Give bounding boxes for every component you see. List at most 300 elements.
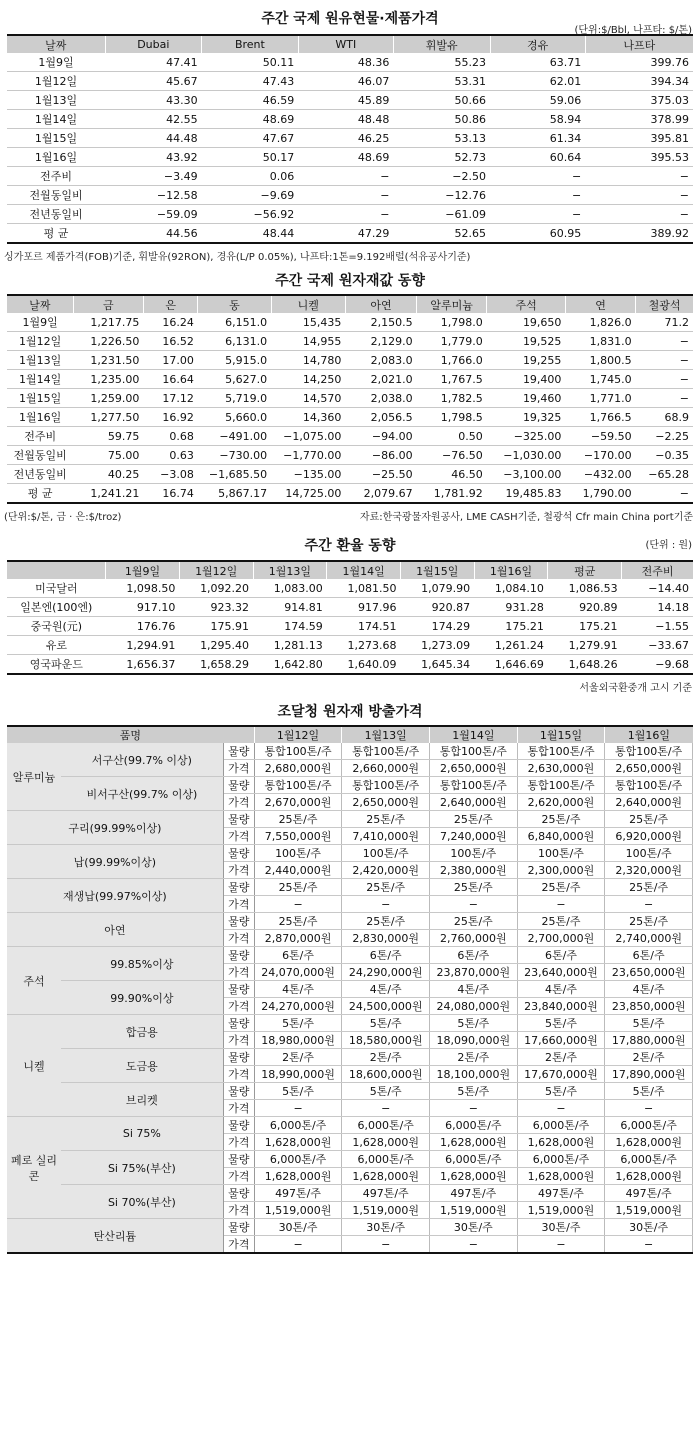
t4-header-cell: 1월12일 bbox=[254, 726, 342, 743]
t4-cell: 23,640,000원 bbox=[517, 964, 605, 981]
t2-cell: 5,719.0 bbox=[198, 389, 271, 408]
t3-row bbox=[7, 579, 693, 598]
t4-kind-label: 물량 bbox=[223, 981, 254, 998]
t1-cell: 0.06 bbox=[202, 167, 299, 186]
t2-cell: −135.00 bbox=[271, 465, 345, 484]
t2-cell: 75.00 bbox=[73, 446, 143, 465]
t1-header-cell: 휘발유 bbox=[393, 35, 490, 53]
t4-cell: − bbox=[342, 1236, 430, 1254]
t4-cell: 2톤/주 bbox=[605, 1049, 693, 1066]
t3-cell: 174.59 bbox=[253, 617, 327, 636]
t4-cell: 6,000톤/주 bbox=[254, 1117, 342, 1134]
t4-cell: 5톤/주 bbox=[342, 1083, 430, 1100]
t3-header-cell: 1월12일 bbox=[179, 561, 253, 579]
t3-header-cell: 1월16일 bbox=[474, 561, 548, 579]
t1-cell: − bbox=[490, 205, 585, 224]
t2-cell: 5,867.17 bbox=[198, 484, 271, 504]
t4-cell: 5톤/주 bbox=[605, 1083, 693, 1100]
t3-cell: 1,081.50 bbox=[327, 579, 401, 598]
t4-cell: 2,680,000원 bbox=[254, 760, 342, 777]
t4-cell: 18,100,000원 bbox=[430, 1066, 518, 1083]
t1-cell: 52.65 bbox=[393, 224, 490, 244]
t2-cell: 2,083.0 bbox=[345, 351, 416, 370]
t4-cell: 25톤/주 bbox=[430, 879, 518, 896]
t4-cell: 24,500,000원 bbox=[342, 998, 430, 1015]
t4-cell: − bbox=[517, 1100, 605, 1117]
t4-kind-label: 물량 bbox=[223, 1117, 254, 1134]
t3-cell: 1,648.26 bbox=[548, 655, 622, 675]
t4-cell: 25톤/주 bbox=[605, 811, 693, 828]
t4-kind-label: 물량 bbox=[223, 879, 254, 896]
t2-row bbox=[7, 370, 693, 389]
t3-cell: 931.28 bbox=[474, 598, 548, 617]
t4-item-label: Si 70%(부산) bbox=[61, 1185, 223, 1219]
t2-row bbox=[7, 351, 693, 370]
t2-cell: 14,780 bbox=[271, 351, 345, 370]
t4-cell: 497톤/주 bbox=[342, 1185, 430, 1202]
t2-cell: 19,400 bbox=[487, 370, 566, 389]
t4-cell: 6,000톤/주 bbox=[254, 1151, 342, 1168]
t3-cell: 1,092.20 bbox=[179, 579, 253, 598]
t1-row-label: 1월14일 bbox=[7, 110, 105, 129]
t3-cell: −1.55 bbox=[622, 617, 693, 636]
t3-row bbox=[7, 636, 693, 655]
t3-cell: 174.29 bbox=[400, 617, 474, 636]
t1-cell: 60.95 bbox=[490, 224, 585, 244]
t4-item-label: Si 75% bbox=[61, 1117, 223, 1151]
t1-cell: −56.92 bbox=[202, 205, 299, 224]
t4-cell: 1,628,000원 bbox=[254, 1168, 342, 1185]
t2-cell: 19,255 bbox=[487, 351, 566, 370]
t4-row bbox=[7, 913, 693, 930]
t4-cell: 2,640,000원 bbox=[430, 794, 518, 811]
t4-cell: 통합100톤/주 bbox=[254, 743, 342, 760]
t2-cell: 19,525 bbox=[487, 332, 566, 351]
t2-row bbox=[7, 465, 693, 484]
t3-header-cell: 평균 bbox=[548, 561, 622, 579]
t4-item-label: 도금용 bbox=[61, 1049, 223, 1083]
t2-cell: 14,725.00 bbox=[271, 484, 345, 504]
t3-cell: 1,281.13 bbox=[253, 636, 327, 655]
t1-header-cell: Brent bbox=[202, 35, 299, 53]
t1-cell: 395.81 bbox=[585, 129, 693, 148]
t4-group-label: 니켈 bbox=[7, 1015, 61, 1117]
t4-row bbox=[7, 743, 693, 760]
t4-kind-label: 가격 bbox=[223, 964, 254, 981]
t2-cell: 1,767.5 bbox=[417, 370, 487, 389]
t2-cell: 16.64 bbox=[143, 370, 197, 389]
t4-cell: 497톤/주 bbox=[605, 1185, 693, 1202]
t3-cell: 175.91 bbox=[179, 617, 253, 636]
t2-cell: 46.50 bbox=[417, 465, 487, 484]
t3-cell: 175.21 bbox=[548, 617, 622, 636]
t4-item-label: 비서구산(99.7% 이상) bbox=[61, 777, 223, 811]
t1-cell: 62.01 bbox=[490, 72, 585, 91]
t1-row bbox=[7, 205, 693, 224]
t2-cell: 1,782.5 bbox=[417, 389, 487, 408]
t1-cell: 45.67 bbox=[105, 72, 202, 91]
t2-cell: 2,038.0 bbox=[345, 389, 416, 408]
t4-cell: 24,290,000원 bbox=[342, 964, 430, 981]
t4-cell: 100톤/주 bbox=[605, 845, 693, 862]
t4-cell: 2,420,000원 bbox=[342, 862, 430, 879]
t2-row-label: 1월12일 bbox=[7, 332, 73, 351]
t4-group-label: 주석 bbox=[7, 947, 61, 1015]
t2-cell: 19,460 bbox=[487, 389, 566, 408]
t2-cell: 1,277.50 bbox=[73, 408, 143, 427]
t4-kind-label: 가격 bbox=[223, 1134, 254, 1151]
t4-cell: 25톤/주 bbox=[254, 913, 342, 930]
t4-cell: 1,628,000원 bbox=[430, 1134, 518, 1151]
t1-cell: 395.53 bbox=[585, 148, 693, 167]
t2-header-cell: 아연 bbox=[345, 295, 416, 313]
t4-cell: − bbox=[517, 1236, 605, 1254]
t4-item-label: 구리(99.99%이상) bbox=[7, 811, 223, 845]
t2-cell: 17.12 bbox=[143, 389, 197, 408]
t4-cell: 7,550,000원 bbox=[254, 828, 342, 845]
t4-cell: − bbox=[254, 896, 342, 913]
t1-cell: 48.44 bbox=[202, 224, 299, 244]
t1-row-label: 전월동일비 bbox=[7, 186, 105, 205]
t2-header-cell: 주석 bbox=[487, 295, 566, 313]
t2-cell: − bbox=[636, 370, 693, 389]
t1-cell: 46.25 bbox=[298, 129, 393, 148]
t4-cell: 통합100톤/주 bbox=[342, 777, 430, 794]
t2-cell: 14,250 bbox=[271, 370, 345, 389]
t4-cell: 4톤/주 bbox=[342, 981, 430, 998]
t1-cell: 53.13 bbox=[393, 129, 490, 148]
t4-item-label: 납(99.99%이상) bbox=[7, 845, 223, 879]
t3-cell: 1,645.34 bbox=[400, 655, 474, 675]
t4-header-cell: 1월16일 bbox=[627, 729, 671, 742]
t4-kind-label: 가격 bbox=[223, 1066, 254, 1083]
t4-cell: 25톤/주 bbox=[605, 913, 693, 930]
t2-title-row bbox=[0, 268, 700, 294]
t1-row bbox=[7, 148, 693, 167]
t4-cell: 25톤/주 bbox=[517, 913, 605, 930]
t1-cell: 394.34 bbox=[585, 72, 693, 91]
t1-cell: 48.36 bbox=[298, 53, 393, 72]
t2-cell: − bbox=[636, 389, 693, 408]
t4-cell: 497톤/주 bbox=[430, 1185, 518, 1202]
t2-cell: 1,231.50 bbox=[73, 351, 143, 370]
t4-cell: 4톤/주 bbox=[517, 981, 605, 998]
t2-cell: −1,685.50 bbox=[198, 465, 271, 484]
t4-cell: − bbox=[517, 896, 605, 913]
t1-cell: 44.56 bbox=[105, 224, 202, 244]
t4-group-label: 페로 실리콘 bbox=[7, 1117, 61, 1219]
t1-cell: − bbox=[490, 167, 585, 186]
t3-cell: 14.18 bbox=[622, 598, 693, 617]
t2-cell: 19,485.83 bbox=[487, 484, 566, 504]
t4-cell: 2,620,000원 bbox=[517, 794, 605, 811]
t4-kind-label: 물량 bbox=[223, 845, 254, 862]
t4-kind-label: 가격 bbox=[223, 1168, 254, 1185]
t4-cell: − bbox=[605, 1236, 693, 1254]
t2-cell: 1,259.00 bbox=[73, 389, 143, 408]
t4-item-label: 서구산(99.7% 이상) bbox=[61, 743, 223, 777]
t3-title: 주간 환율 동향 bbox=[304, 538, 396, 554]
t4-cell: − bbox=[605, 1100, 693, 1117]
t4-kind-label: 물량 bbox=[223, 947, 254, 964]
t4-cell: 1,519,000원 bbox=[254, 1202, 342, 1219]
t4-cell: − bbox=[430, 1100, 518, 1117]
t3-cell: 1,079.90 bbox=[400, 579, 474, 598]
t4-item-label: 탄산리튬 bbox=[7, 1219, 223, 1254]
t4-header-cell: 1월14일 bbox=[430, 726, 518, 743]
t1-row bbox=[7, 72, 693, 91]
t1-row bbox=[7, 110, 693, 129]
t2-cell: −325.00 bbox=[487, 427, 566, 446]
t1-header-cell: 날짜 bbox=[7, 35, 105, 53]
t4-row bbox=[7, 879, 693, 896]
t4-cell: 5톤/주 bbox=[254, 1083, 342, 1100]
t2-cell: 1,826.0 bbox=[565, 313, 635, 332]
t2-cell: 0.68 bbox=[143, 427, 197, 446]
t3-row bbox=[7, 598, 693, 617]
t1-cell: 43.30 bbox=[105, 91, 202, 110]
t4-cell: 2,670,000원 bbox=[254, 794, 342, 811]
t4-cell: 5톤/주 bbox=[517, 1015, 605, 1032]
t3-header-cell: 1월15일 bbox=[400, 561, 474, 579]
t3-cell: 917.10 bbox=[106, 598, 180, 617]
t3-cell: 176.76 bbox=[106, 617, 180, 636]
t4-row bbox=[7, 981, 693, 998]
t2-cell: 1,771.0 bbox=[565, 389, 635, 408]
pps-release-price-table bbox=[7, 725, 693, 1254]
t3-row-label: 일본엔(100엔) bbox=[7, 598, 106, 617]
t4-cell: 통합100톤/주 bbox=[517, 743, 605, 760]
t2-cell: 1,235.00 bbox=[73, 370, 143, 389]
t2-note-left: (단위:$/톤, 금 · 은:$/troz) bbox=[4, 512, 122, 523]
t2-cell: 16.74 bbox=[143, 484, 197, 504]
t4-cell: − bbox=[342, 1100, 430, 1117]
t2-cell: 1,217.75 bbox=[73, 313, 143, 332]
t2-cell: −432.00 bbox=[565, 465, 635, 484]
t4-cell: 2,740,000원 bbox=[605, 930, 693, 947]
t4-cell: 5톤/주 bbox=[517, 1083, 605, 1100]
t4-cell: 6,000톤/주 bbox=[517, 1117, 605, 1134]
t2-header-cell: 은 bbox=[143, 295, 197, 313]
t4-item-label: 브리켓 bbox=[61, 1083, 223, 1117]
t4-cell: 2,760,000원 bbox=[430, 930, 518, 947]
t3-note: 서울외국환중개 고시 기준 bbox=[579, 683, 692, 694]
t1-cell: −61.09 bbox=[393, 205, 490, 224]
t2-cell: −491.00 bbox=[198, 427, 271, 446]
t4-cell: 6,000톤/주 bbox=[430, 1151, 518, 1168]
t4-cell: 30톤/주 bbox=[517, 1219, 605, 1236]
t4-cell: 2,650,000원 bbox=[605, 760, 693, 777]
t4-kind-label: 물량 bbox=[223, 1015, 254, 1032]
t2-cell: 19,650 bbox=[487, 313, 566, 332]
t4-kind-label: 가격 bbox=[223, 760, 254, 777]
t1-row bbox=[7, 224, 693, 244]
t4-kind-label: 가격 bbox=[223, 1100, 254, 1117]
t4-cell: 30톤/주 bbox=[254, 1219, 342, 1236]
t4-cell: 1,519,000원 bbox=[605, 1202, 693, 1219]
t2-cell: 6,131.0 bbox=[198, 332, 271, 351]
t4-cell: 6,000톤/주 bbox=[605, 1117, 693, 1134]
t4-cell: 통합100톤/주 bbox=[517, 777, 605, 794]
t4-kind-label: 가격 bbox=[223, 1202, 254, 1219]
t4-kind-label: 물량 bbox=[223, 1219, 254, 1236]
t2-cell: 6,151.0 bbox=[198, 313, 271, 332]
t1-cell: 48.48 bbox=[298, 110, 393, 129]
t1-cell: 55.23 bbox=[393, 53, 490, 72]
t2-cell: −2.25 bbox=[636, 427, 693, 446]
t4-cell: 25톤/주 bbox=[254, 811, 342, 828]
t2-cell: 16.24 bbox=[143, 313, 197, 332]
t2-cell: 71.2 bbox=[636, 313, 693, 332]
t2-cell: 1,831.0 bbox=[565, 332, 635, 351]
t2-cell: 1,798.0 bbox=[417, 313, 487, 332]
t2-cell: 1,766.0 bbox=[417, 351, 487, 370]
t4-item-label: 아연 bbox=[7, 913, 223, 947]
t1-cell: 58.94 bbox=[490, 110, 585, 129]
t4-cell: 6톤/주 bbox=[605, 947, 693, 964]
t4-cell: 6,920,000원 bbox=[605, 828, 693, 845]
t2-cell: 5,915.0 bbox=[198, 351, 271, 370]
t3-cell: 923.32 bbox=[179, 598, 253, 617]
t4-cell: 2,700,000원 bbox=[517, 930, 605, 947]
t2-cell: 2,056.5 bbox=[345, 408, 416, 427]
t2-cell: 5,660.0 bbox=[198, 408, 271, 427]
t2-cell: −1,075.00 bbox=[271, 427, 345, 446]
t1-cell: 47.41 bbox=[105, 53, 202, 72]
t1-row-label: 전년동일비 bbox=[7, 205, 105, 224]
t4-cell: 2톤/주 bbox=[342, 1049, 430, 1066]
t1-cell: 375.03 bbox=[585, 91, 693, 110]
t2-cell: −3.08 bbox=[143, 465, 197, 484]
t2-row bbox=[7, 389, 693, 408]
t4-cell: 25톤/주 bbox=[342, 879, 430, 896]
t4-cell: 1,628,000원 bbox=[254, 1134, 342, 1151]
t4-cell: 1,628,000원 bbox=[517, 1134, 605, 1151]
t3-cell: 174.51 bbox=[327, 617, 401, 636]
t3-cell: 1,086.53 bbox=[548, 579, 622, 598]
t4-cell: 5톤/주 bbox=[342, 1015, 430, 1032]
t1-cell: 43.92 bbox=[105, 148, 202, 167]
t4-cell: 17,880,000원 bbox=[605, 1032, 693, 1049]
t3-cell: 175.21 bbox=[474, 617, 548, 636]
t3-row-label: 미국달러 bbox=[7, 579, 106, 598]
t3-cell: 1,294.91 bbox=[106, 636, 180, 655]
t4-cell: 23,850,000원 bbox=[605, 998, 693, 1015]
t4-cell: 100톤/주 bbox=[342, 845, 430, 862]
t4-cell: 24,070,000원 bbox=[254, 964, 342, 981]
t3-cell: 914.81 bbox=[253, 598, 327, 617]
t1-cell: − bbox=[298, 167, 393, 186]
t3-cell: 1,261.24 bbox=[474, 636, 548, 655]
t4-cell: 18,090,000원 bbox=[430, 1032, 518, 1049]
t4-cell: 2,630,000원 bbox=[517, 760, 605, 777]
t2-row-label: 1월15일 bbox=[7, 389, 73, 408]
t4-cell: 2,380,000원 bbox=[430, 862, 518, 879]
t4-cell: − bbox=[430, 896, 518, 913]
t3-cell: 917.96 bbox=[327, 598, 401, 617]
t4-cell: 통합100톤/주 bbox=[342, 743, 430, 760]
t1-cell: −12.76 bbox=[393, 186, 490, 205]
t2-cell: −3,100.00 bbox=[487, 465, 566, 484]
t1-cell: −9.69 bbox=[202, 186, 299, 205]
t2-cell: 16.92 bbox=[143, 408, 197, 427]
t1-row bbox=[7, 129, 693, 148]
t2-row bbox=[7, 484, 693, 504]
t4-cell: − bbox=[342, 896, 430, 913]
t3-row bbox=[7, 655, 693, 675]
t1-cell: −2.50 bbox=[393, 167, 490, 186]
t2-row-label: 1월16일 bbox=[7, 408, 73, 427]
t4-cell: − bbox=[254, 1100, 342, 1117]
t4-cell: 24,080,000원 bbox=[430, 998, 518, 1015]
t4-cell: 5톤/주 bbox=[254, 1015, 342, 1032]
t3-cell: 1,295.40 bbox=[179, 636, 253, 655]
t2-header-cell: 금 bbox=[73, 295, 143, 313]
t1-cell: 61.34 bbox=[490, 129, 585, 148]
t2-row-label: 전년동일비 bbox=[7, 465, 73, 484]
t2-row-label: 1월13일 bbox=[7, 351, 73, 370]
t1-cell: 50.11 bbox=[202, 53, 299, 72]
t1-header-cell: 나프타 bbox=[623, 38, 656, 52]
t1-header-cell: Dubai bbox=[105, 35, 202, 53]
t4-item-label: 합금용 bbox=[61, 1015, 223, 1049]
t4-kind-label: 가격 bbox=[223, 828, 254, 845]
t3-header-cell: 전주비 bbox=[641, 564, 674, 578]
t3-cell: 1,083.00 bbox=[253, 579, 327, 598]
t2-header-cell: 연 bbox=[565, 295, 635, 313]
t1-cell: 50.66 bbox=[393, 91, 490, 110]
t4-cell: 6,840,000원 bbox=[517, 828, 605, 845]
t1-cell: − bbox=[298, 205, 393, 224]
t2-cell: −76.50 bbox=[417, 446, 487, 465]
t1-header-cell: WTI bbox=[298, 35, 393, 53]
t4-kind-label: 물량 bbox=[223, 777, 254, 794]
t4-cell: 30톤/주 bbox=[605, 1219, 693, 1236]
t4-kind-label: 물량 bbox=[223, 743, 254, 760]
t4-cell: 1,628,000원 bbox=[517, 1168, 605, 1185]
t4-cell: 18,980,000원 bbox=[254, 1032, 342, 1049]
t2-cell: 1,781.92 bbox=[417, 484, 487, 504]
t2-cell: 59.75 bbox=[73, 427, 143, 446]
t3-cell: 1,273.68 bbox=[327, 636, 401, 655]
t2-cell: −86.00 bbox=[345, 446, 416, 465]
t4-row bbox=[7, 1219, 693, 1236]
t4-cell: 25톤/주 bbox=[342, 913, 430, 930]
t1-cell: 63.71 bbox=[490, 53, 585, 72]
t2-cell: 2,150.5 bbox=[345, 313, 416, 332]
t4-row bbox=[7, 1117, 693, 1134]
t4-item-label: 99.90%이상 bbox=[61, 981, 223, 1015]
t2-cell: 1,226.50 bbox=[73, 332, 143, 351]
t4-cell: 1,628,000원 bbox=[605, 1134, 693, 1151]
t1-row-label: 1월13일 bbox=[7, 91, 105, 110]
t4-kind-label: 물량 bbox=[223, 1185, 254, 1202]
t2-header-cell: 날짜 bbox=[7, 295, 73, 313]
t3-cell: 1,084.10 bbox=[474, 579, 548, 598]
t2-cell: − bbox=[636, 351, 693, 370]
t4-cell: 4톤/주 bbox=[254, 981, 342, 998]
t1-row-label: 1월9일 bbox=[7, 53, 105, 72]
t2-cell: 2,021.0 bbox=[345, 370, 416, 389]
t4-cell: 6,000톤/주 bbox=[342, 1117, 430, 1134]
t2-cell: 0.50 bbox=[417, 427, 487, 446]
t4-cell: 25톤/주 bbox=[430, 913, 518, 930]
t4-cell: 18,600,000원 bbox=[342, 1066, 430, 1083]
t3-cell: 1,098.50 bbox=[106, 579, 180, 598]
t4-header-cell: 1월15일 bbox=[517, 726, 605, 743]
t1-row-label: 1월16일 bbox=[7, 148, 105, 167]
t4-title: 조달청 원자재 방출가격 bbox=[277, 704, 423, 720]
